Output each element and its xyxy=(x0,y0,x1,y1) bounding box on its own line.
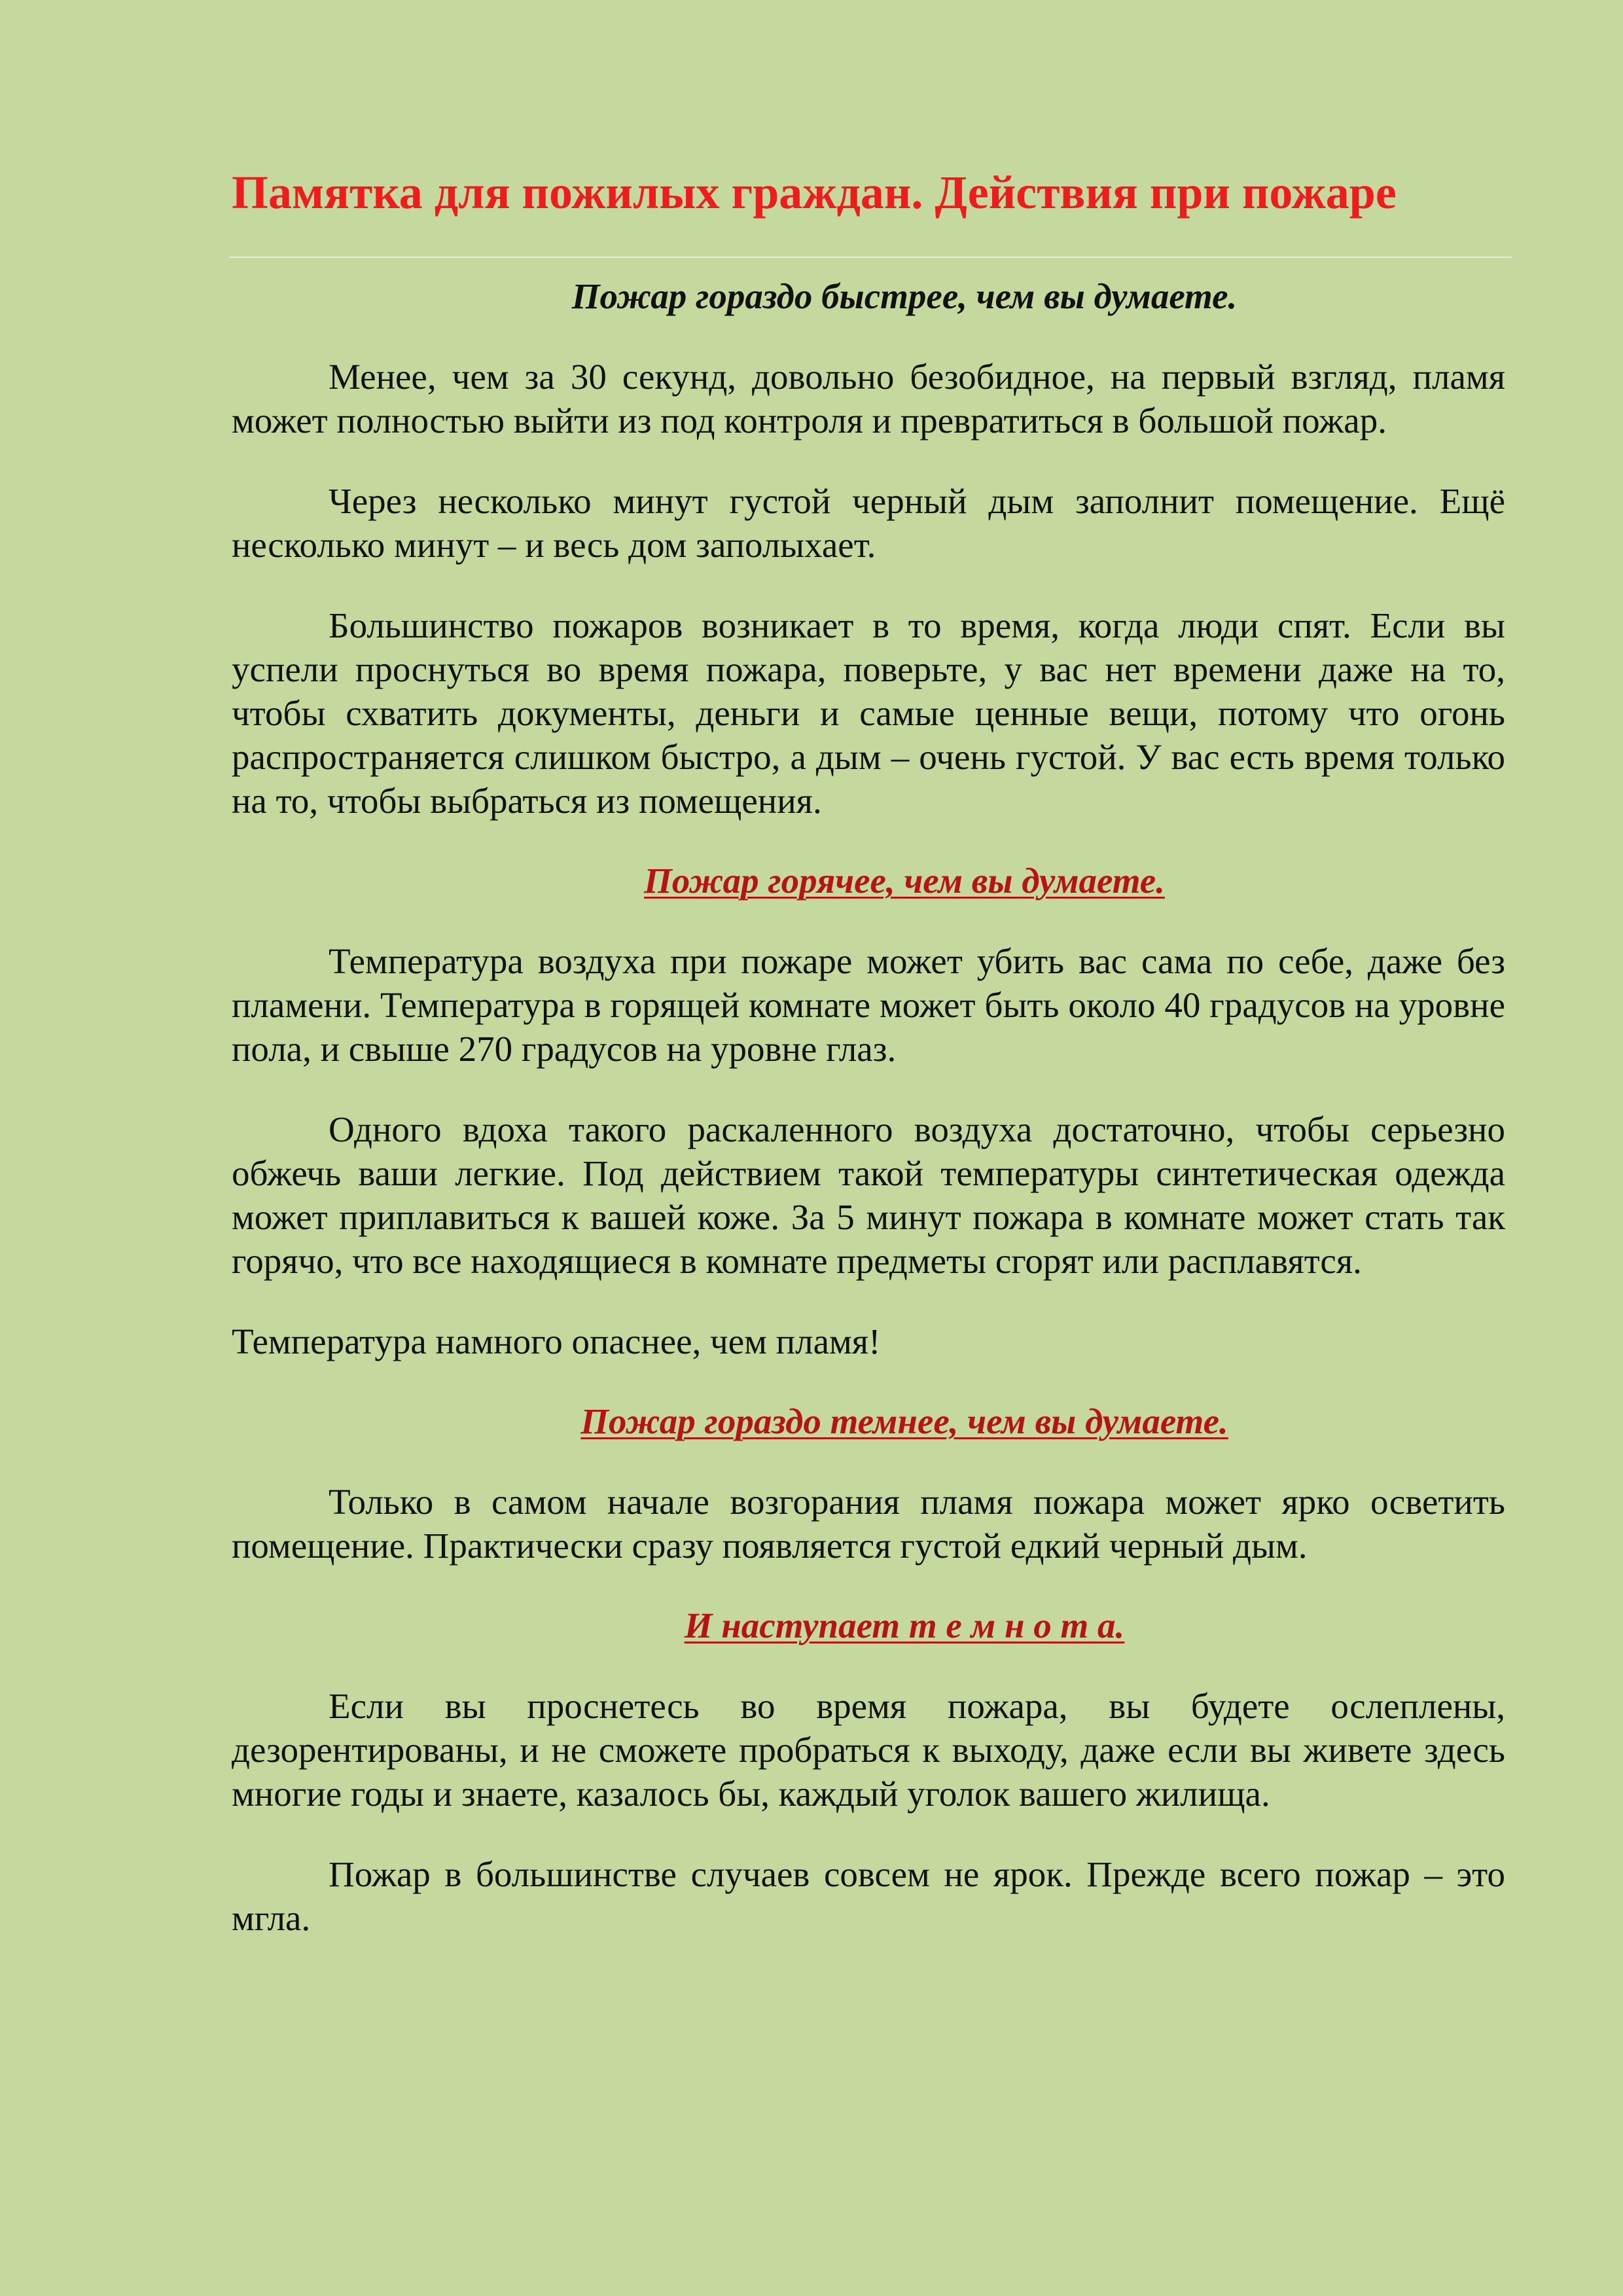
section-heading xyxy=(232,275,1505,318)
section-heading xyxy=(232,1400,1505,1443)
paragraph: Менее, чем за 30 секунд, довольно безобидное, на первый взгляд, пламя может полностью выйти из под контроля и превратиться в большой пожар. xyxy=(232,357,1505,441)
paragraph: Если вы проснетесь во время пожара, вы будете ослеплены, дезорентированы, и не сможете пробраться к выходу, даже если вы живете здесь многие годы и знаете, казалось бы, каждый уголок вашего жилища. xyxy=(232,1686,1505,1814)
paragraph: Пожар в большинстве случаев совсем не ярок. Прежде всего пожар – это мгла. xyxy=(232,1854,1505,1939)
section-heading-text: Пожар гораздо быстрее, чем вы думаете xyxy=(571,276,1228,317)
closing-line: Температура намного опаснее, чем пламя! xyxy=(232,1321,881,1362)
paragraph: Только в самом начале возгорания пламя пожара может ярко осветить помещение. Практически сразу появляется густой едкий черный дым. xyxy=(232,1482,1505,1566)
title-divider xyxy=(229,257,1512,258)
document-page xyxy=(232,167,1505,1940)
paragraph: Одного вдоха такого раскаленного воздуха достаточно, чтобы серьезно обжечь ваши легкие. Под действием такой температуры синтетическая одежда может приплавиться к вашей коже. За 5 минут пожара в комнате может стать так горячо, что все находящиеся в комнате предметы сгорят или расплавятся. xyxy=(232,1109,1505,1282)
paragraph: Температура воздуха при пожаре может убить вас сама по себе, даже без пламени. Температура в горящей комнате может быть около 40 градусов на уровне пола, и свыше 270 градусов на уровне глаз. xyxy=(232,941,1505,1069)
paragraph: Через несколько минут густой черный дым заполнит помещение. Ещё несколько минут – и весь дом заполыхает. xyxy=(232,481,1505,565)
section-heading xyxy=(232,1604,1505,1647)
section-darkness xyxy=(232,1604,1505,1940)
section-heading-period: . xyxy=(1228,276,1238,317)
section-faster xyxy=(232,275,1505,823)
section-darker xyxy=(232,1400,1505,1568)
section-heading-text: Пожар горячее, чем вы думаете. xyxy=(644,861,1165,901)
page-title: Памятка для пожилых граждан. Действия при пожаре xyxy=(232,166,1397,219)
section-heading-text: Пожар гораздо темнее, чем вы думаете. xyxy=(580,1401,1228,1442)
section-hotter xyxy=(232,859,1505,1363)
section-heading-text: И наступает т е м н о т а. xyxy=(684,1605,1125,1646)
paragraph: Большинство пожаров возникает в то время, когда люди спят. Если вы успели проснуться во время пожара, поверьте, у вас нет времени даже на то, чтобы схватить документы, деньги и самые ценные вещи, потому что огонь распространяется слишком быстро, а дым – очень густой. У вас есть время только на то, чтобы выбраться из помещения. xyxy=(232,605,1505,821)
section-heading xyxy=(232,859,1505,903)
